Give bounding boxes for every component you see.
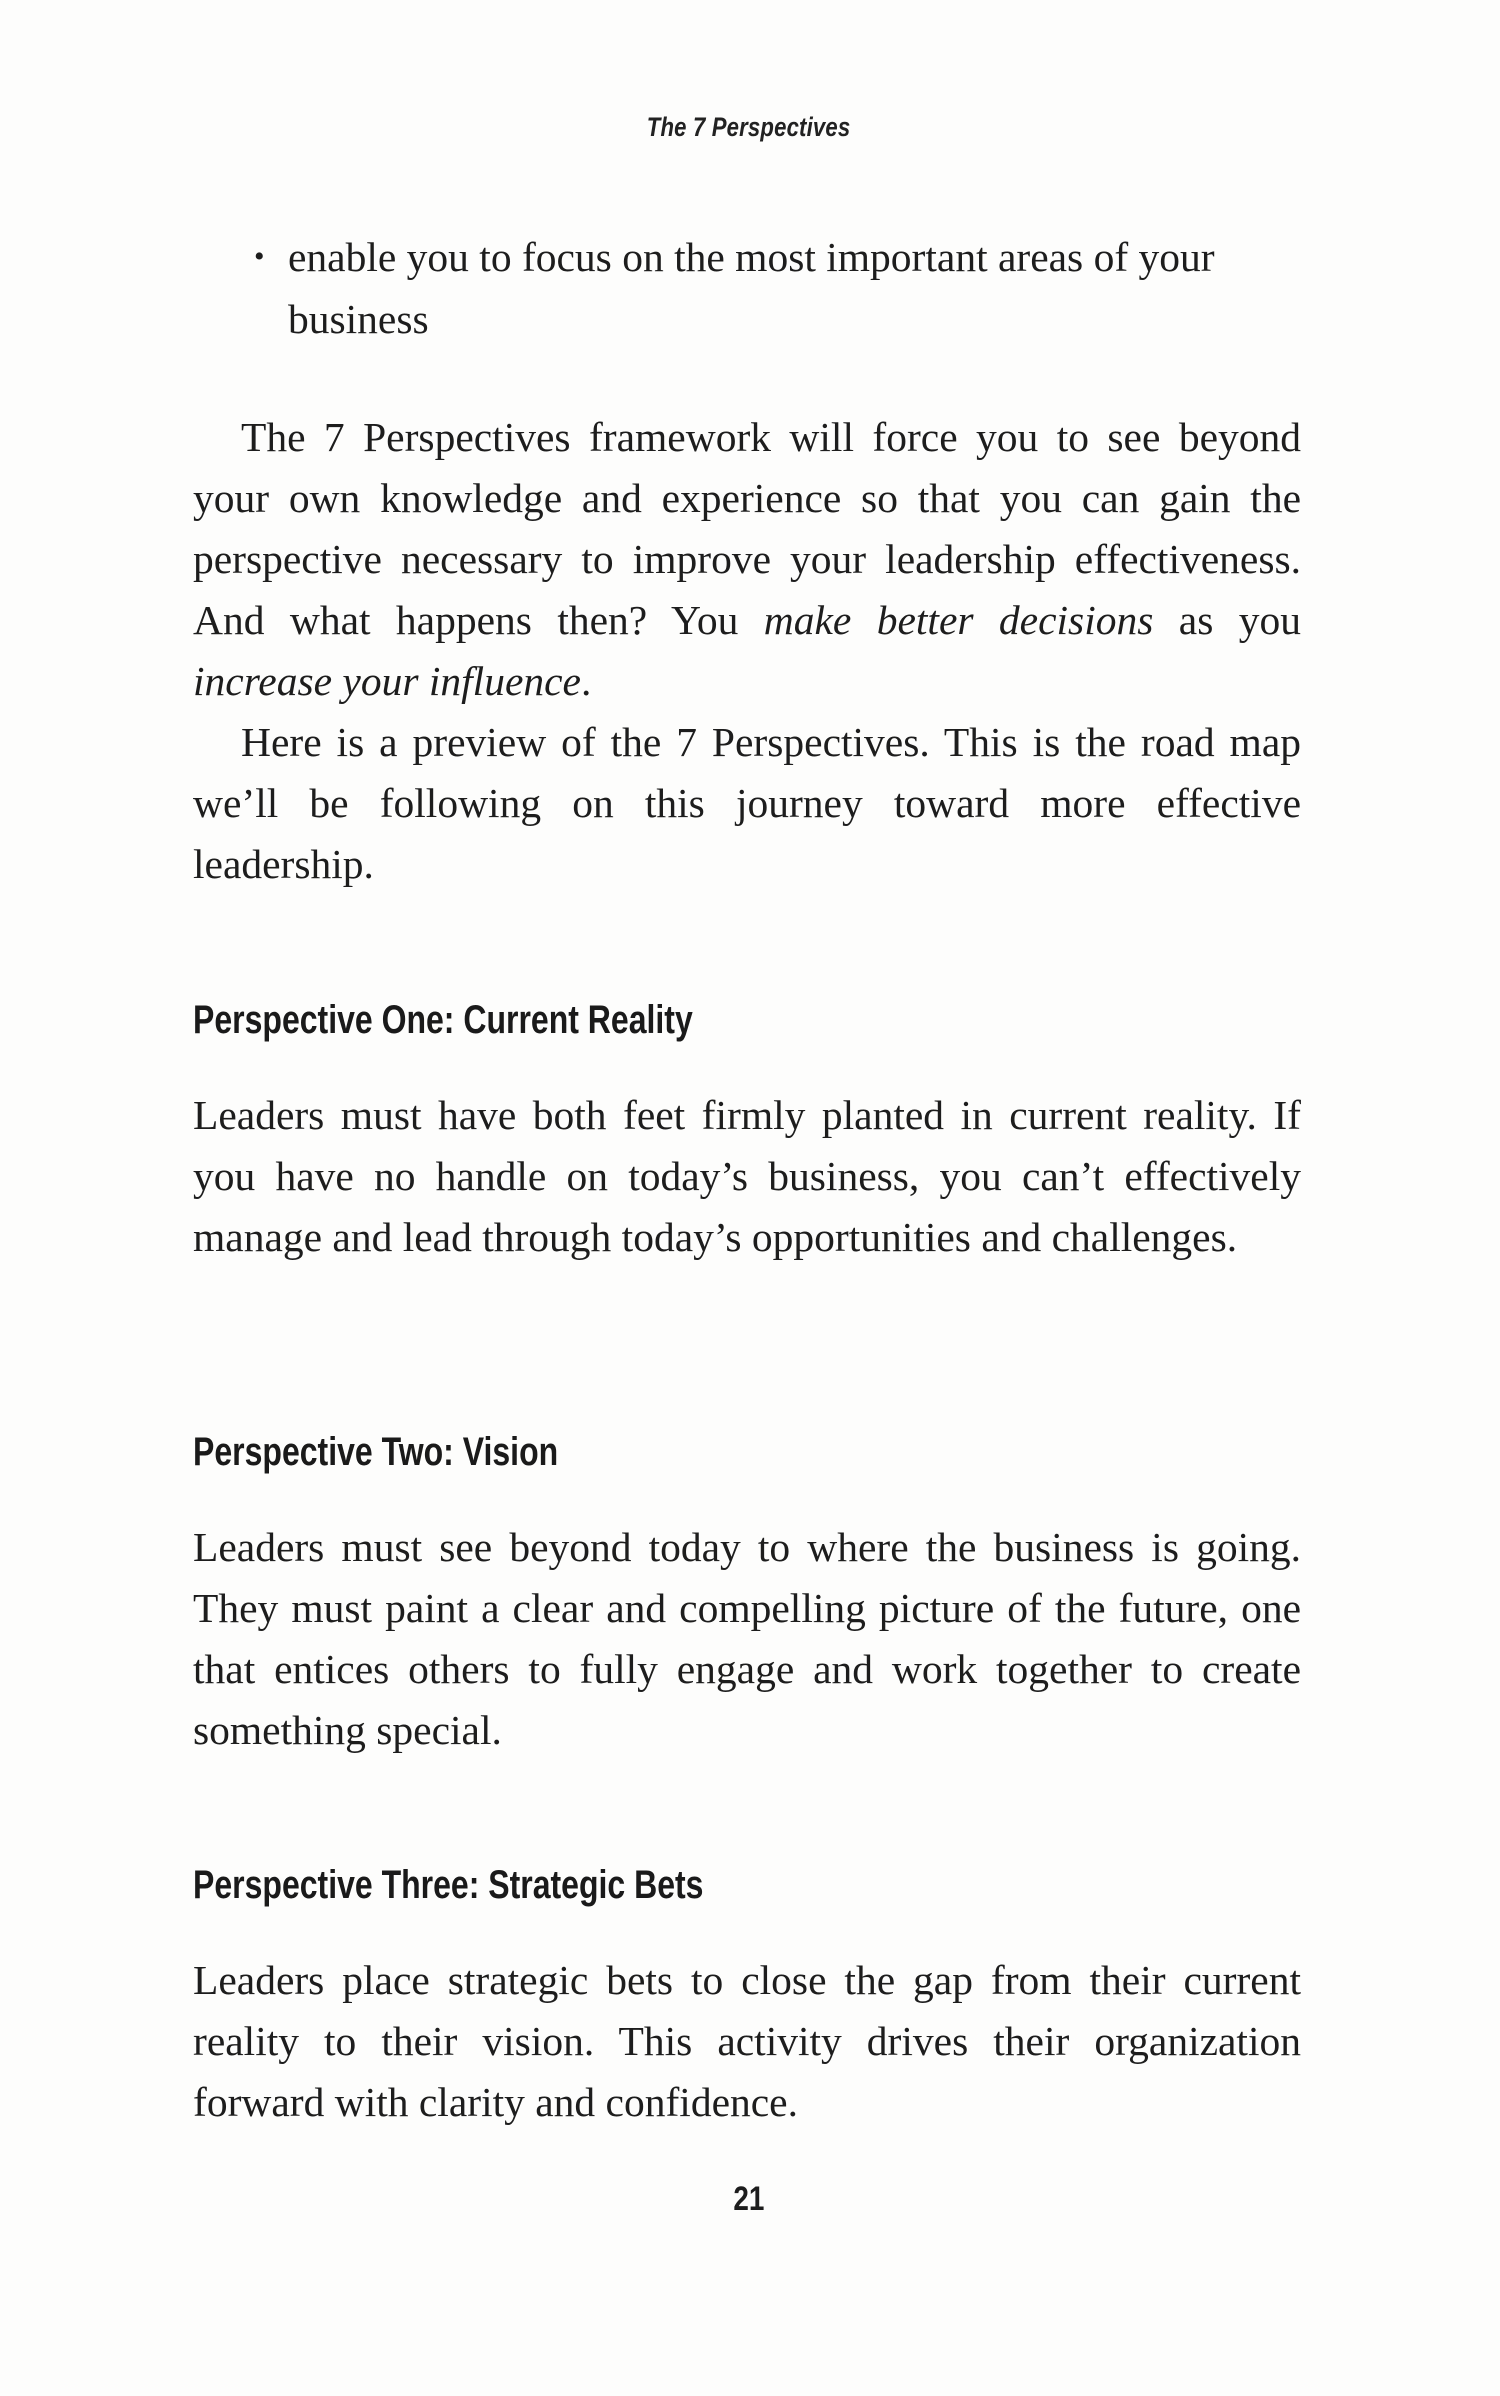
intro-paragraph-2: Here is a preview of the 7 Perspectives. This is the road map we’ll be following on this journey toward more effective leadership. [193,719,1301,887]
page-number: 21 [733,2180,765,2218]
section-heading-3: Perspective Three: Strategic Bets [193,1863,704,1907]
section-heading-2: Perspective Two: Vision [193,1430,559,1474]
intro-paragraph-1 [193,407,1301,712]
section-text-1 [193,1085,1301,1268]
intro-block [193,407,1301,895]
intro-emphasis-2: increase your influence [193,658,581,704]
section-paragraph-1: Leaders must have both feet firmly planted in current reality. If you have no handle on today’s business, you can’t effectively manage and lead through today’s opportunities and challenges. [193,1092,1301,1260]
section-paragraph-2: Leaders must see beyond today to where the business is going. They must paint a clear and compelling picture of the future, one that entices others to fully engage and work together to create something special. [193,1524,1301,1753]
bullet-item [248,226,1308,350]
bullet-text: enable you to focus on the most important areas of your business [288,234,1215,342]
bullet-symbol: • [254,240,265,273]
section-text-3 [193,1950,1301,2133]
intro-emphasis-1: make better decisions [763,597,1154,643]
intro-text-a: The 7 Perspectives framework will force you to see beyond your own knowledge and experience so that you can gain the perspective necessary to improve your leadership effectiveness. And what happens then? You [193,414,1301,643]
section-text-2 [193,1517,1301,1761]
section-heading-1: Perspective One: Current Reality [193,998,693,1042]
intro-text-c: . [580,658,592,704]
intro-text-b: as you [1153,597,1301,643]
section-paragraph-3: Leaders place strategic bets to close the gap from their current reality to their vision. This activity drives their organization forward with clarity and confidence. [193,1957,1301,2125]
running-head: The 7 Perspectives [646,112,851,142]
